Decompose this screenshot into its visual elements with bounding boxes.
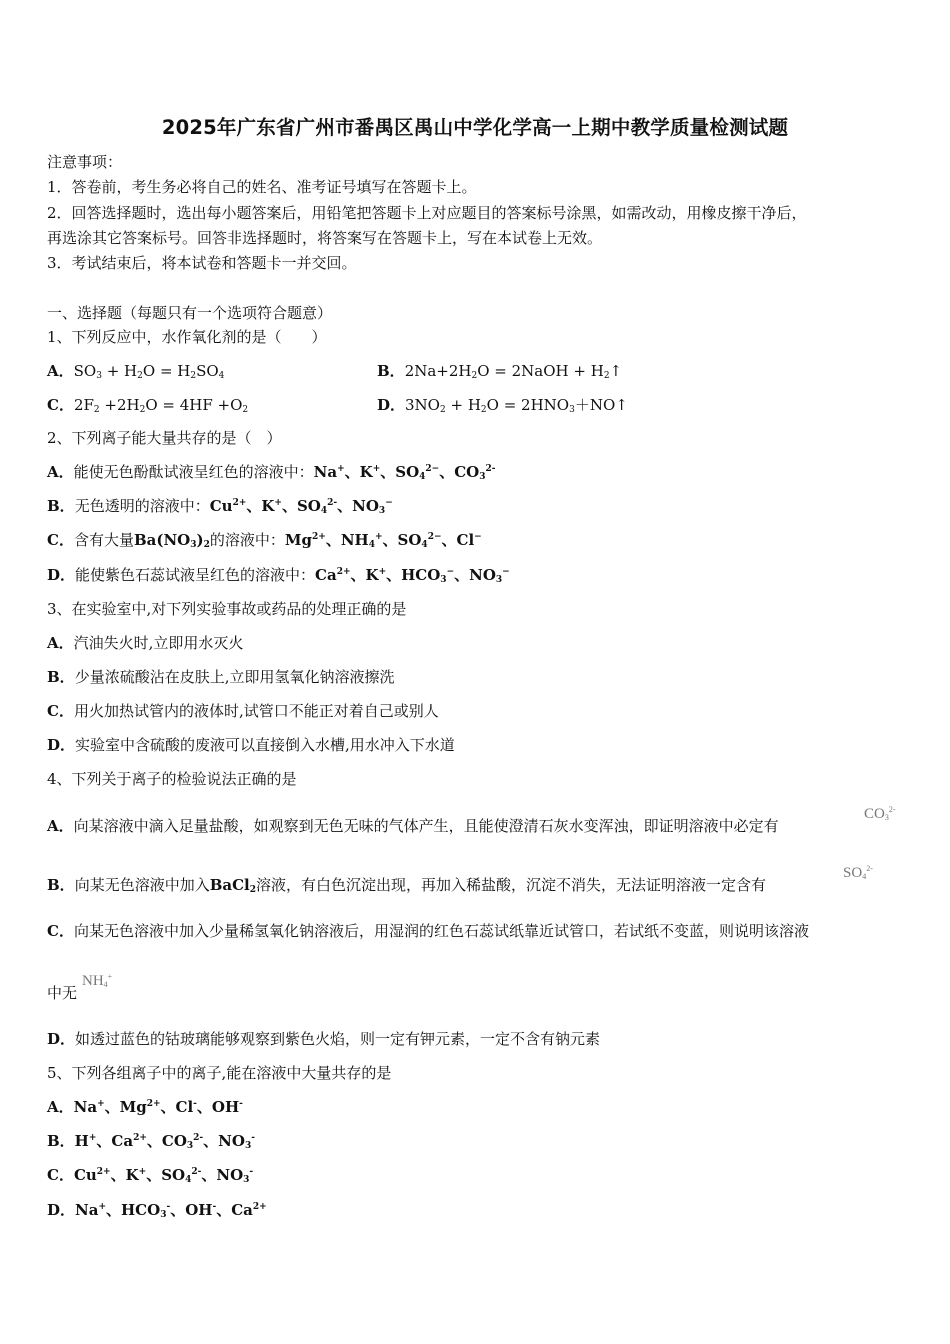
q2-option-d: D．能使紫色石蕊试液呈红色的溶液中：$Ca^{2+}$、K+、$HCO_3^-$、$NO_3^-$ [47,566,510,585]
notice-item-2: 2．回答选择题时，选出每小题答案后，用铅笔把答题卡上对应题目的答案标号涂黑，如需改动，用橡皮擦干净后， [47,204,807,222]
q4-b-post: 溶液，有白色沉淀出现，再加入稀盐酸，沉淀不消失，无法证明溶液一定含有 [256,876,767,894]
q5-option-a: A．Na+、$Mg^{2+}$、Cl-、OH- [47,1098,243,1116]
q3-c-text: 用火加热试管内的液体时,试管口不能正对着自己或别人 [73,702,439,720]
q4-option-b: B．向某无色溶液中加入BaCl$_2$溶液，有白色沉淀出现，再加入稀盐酸，沉淀不消失，无法证明溶液一定含有 [47,876,767,895]
q4-d-text: 如透过蓝色的钴玻璃能够观察到紫色火焰，则一定有钾元素，一定不含有钠元素 [75,1030,601,1048]
q2-c-text: 含有大量 [73,531,134,549]
q4-stem: 4、下列关于离子的检验说法正确的是 [47,770,297,788]
q2-option-c: C．含有大量$Ba(NO_3)_2$的溶液中：$Mg^{2+}$、$NH_4^+$、$SO_4^{2-}$、Cl− [47,531,482,550]
q1-d-label: D． [377,396,406,414]
q2-a-text: 能使无色酚酞试液呈红色的溶液中： [73,463,314,481]
q1-a-label: A． [47,362,74,380]
notice-item-1: 1．答卷前，考生务必将自己的姓名、准考证号填写在答题卡上。 [47,178,477,196]
q2-stem: 2、下列离子能大量共存的是（ ） [47,429,282,447]
q1-option-d: D．$3NO_2 + H_2O$ = $2HNO_3+NO↑$ [377,396,628,415]
notice-item-3: 3．考试结束后，将本试卷和答题卡一并交回。 [47,254,357,272]
page-title: 2025年广东省广州市番禺区禺山中学化学高一上期中教学质量检测试题 [161,116,789,139]
q4-a-ion-co3: $CO_3^{2-}$ [864,805,896,822]
q4-c-text: 向某无色溶液中加入少量稀氢氧化钠溶液后，用湿润的红色石蕊试纸靠近试管口，若试纸不变蓝，则说明该溶液 [73,922,809,940]
q4-option-d: D．如透过蓝色的钴玻璃能够观察到紫色火焰，则一定有钾元素，一定不含有钠元素 [47,1030,601,1048]
q3-a-text: 汽油失火时,立即用水灭火 [73,634,244,652]
q3-option-a: A．汽油失火时,立即用水灭火 [47,634,244,652]
q5-stem: 5、下列各组离子中的离子,能在溶液中大量共存的是 [47,1064,392,1082]
q4-a-text: 向某溶液中滴入足量盐酸，如观察到无色无味的气体产生，且能使澄清石灰水变浑浊，即证明溶液中必定有 [73,817,779,835]
q4-c-ion-nh4: $NH_4^+$ [82,972,113,989]
q1-b-label: B． [377,362,405,380]
q4-b-pre: 向某无色溶液中加入 [74,876,210,894]
q1-c-label: C． [47,396,74,414]
q3-option-c: C．用火加热试管内的液体时,试管口不能正对着自己或别人 [47,702,439,720]
q3-stem: 3、在实验室中,对下列实验事故或药品的处理正确的是 [47,600,407,618]
q4-option-a: A．向某溶液中滴入足量盐酸，如观察到无色无味的气体产生，且能使澄清石灰水变浑浊，即证明溶液中必定有 [47,817,779,835]
q2-b-text: 无色透明的溶液中： [74,497,210,515]
q3-option-d: D．实验室中含硫酸的废液可以直接倒入水槽,用水冲入下水道 [47,736,455,754]
q1-stem: 1、下列反应中，水作氧化剂的是（ ） [47,328,327,346]
q4-option-c: C．向某无色溶液中加入少量稀氢氧化钠溶液后，用湿润的红色石蕊试纸靠近试管口，若试纸不变蓝，则说明该溶液 [47,922,809,940]
q3-option-b: B．少量浓硫酸沾在皮肤上,立即用氢氧化钠溶液擦洗 [47,668,395,686]
q2-option-b: B．无色透明的溶液中：$Cu^{2+}$、K+、$SO_4^{2-}$、$NO_3^-$ [47,497,393,516]
q1-option-a: A．$SO_3 + H_2O = H_2SO_4$ [47,362,225,381]
q2-c-text2: 的溶液中： [209,531,285,549]
q1-option-b: B．$2Na+2H_2O$ = 2NaOH + $H_2↑$ [377,362,623,381]
q2-d-text: 能使紫色石蕊试液呈红色的溶液中： [75,566,316,584]
notice-item-2-cont: 再选涂其它答案标号。回答非选择题时，将答案写在答题卡上，写在本试卷上无效。 [47,229,603,247]
q4-option-c-cont: 中无 [47,984,78,1002]
section-heading: 一、选择题（每题只有一个选项符合题意） [47,304,333,322]
notice-heading: 注意事项： [47,153,123,171]
q3-d-text: 实验室中含硫酸的废液可以直接倒入水槽,用水冲入下水道 [75,736,455,754]
q5-option-b: B．H+、$Ca^{2+}$、$CO_3^{2-}$、$NO_3^-$ [47,1132,255,1151]
q5-option-d: D．Na+、$HCO_3^-$、OH-、$Ca^{2+}$ [47,1201,267,1220]
q2-option-a: A．能使无色酚酞试液呈红色的溶液中：Na+、K+、$SO_4^{2-}$、$CO_3^{2-}$ [47,463,496,482]
q5-option-c: C．$Cu^{2+}$、K+、$SO_4^{2-}$、$NO_3^-$ [47,1166,254,1185]
q1-option-c: C．$2F_2 +2H_2O = 4HF +O_2$ [47,396,249,415]
q4-b-ion-so4: $SO_4^{2-}$ [843,864,873,881]
q3-b-text: 少量浓硫酸沾在皮肤上,立即用氢氧化钠溶液擦洗 [74,668,395,686]
